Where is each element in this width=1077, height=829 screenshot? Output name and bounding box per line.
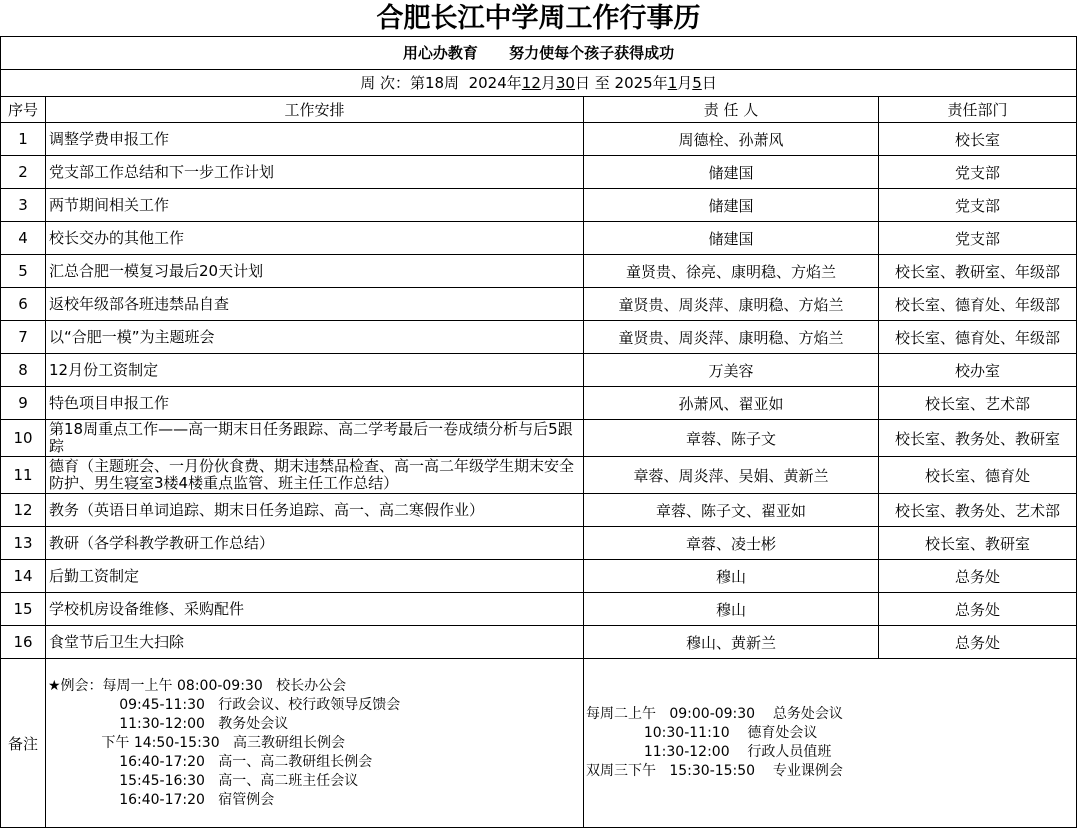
table-row: [1, 354, 1077, 387]
row-no: 4: [1, 222, 46, 255]
row-person: 章蓉、周炎萍、吴娟、黄新兰: [584, 457, 879, 494]
week-mid3: 月: [677, 74, 693, 92]
row-no: 3: [1, 189, 46, 222]
row-dept: 校办室: [879, 354, 1077, 387]
table-row: [1, 527, 1077, 560]
row-no: 5: [1, 255, 46, 288]
row-dept: 校长室、德育处、年级部: [879, 321, 1077, 354]
header-row: [1, 97, 1077, 123]
row-dept: 党支部: [879, 156, 1077, 189]
notes-label: 备注: [1, 659, 46, 828]
row-dept: 校长室、教研室、年级部: [879, 255, 1077, 288]
row-person: 童贤贵、周炎萍、康明稳、方焰兰: [584, 321, 879, 354]
row-no: 13: [1, 527, 46, 560]
week-range: [1, 70, 1077, 97]
row-person: 储建国: [584, 156, 879, 189]
header-dept: 责任部门: [879, 97, 1077, 123]
header-task: 工作安排: [46, 97, 584, 123]
week-prefix: 周 次：第18周 2024年: [360, 74, 522, 92]
row-task: 学校机房设备维修、采购配件: [46, 593, 584, 626]
table-row: [1, 420, 1077, 457]
row-person: 储建国: [584, 222, 879, 255]
table-row: [1, 593, 1077, 626]
row-person: 储建国: [584, 189, 879, 222]
row-no: 14: [1, 560, 46, 593]
row-person: 童贤贵、周炎萍、康明稳、方焰兰: [584, 288, 879, 321]
header-no: 序号: [1, 97, 46, 123]
row-task: 12月份工资制定: [46, 354, 584, 387]
row-task: 德育（主题班会、一月份伙食费、期末违禁品检查、高一高二年级学生期末安全防护、男生寝室3楼4楼重点监管、班主任工作总结）: [46, 457, 584, 494]
row-person: 章蓉、凌士彬: [584, 527, 879, 560]
row-dept: 党支部: [879, 222, 1077, 255]
row-person: 周德栓、孙萧风: [584, 123, 879, 156]
table-row: [1, 626, 1077, 659]
end-month: 1: [667, 74, 678, 92]
row-person: 万美容: [584, 354, 879, 387]
row-no: 6: [1, 288, 46, 321]
row-task: 教务（英语日单词追踪、期末日任务追踪、高一、高二寒假作业）: [46, 494, 584, 527]
row-no: 9: [1, 387, 46, 420]
row-person: 穆山: [584, 593, 879, 626]
row-dept: 校长室、教务处、艺术部: [879, 494, 1077, 527]
table-row: [1, 123, 1077, 156]
row-no: 1: [1, 123, 46, 156]
row-person: 章蓉、陈子文: [584, 420, 879, 457]
row-person: 章蓉、陈子文、翟亚如: [584, 494, 879, 527]
row-task: 后勤工资制定: [46, 560, 584, 593]
row-task: 特色项目申报工作: [46, 387, 584, 420]
row-no: 8: [1, 354, 46, 387]
table-row: [1, 321, 1077, 354]
row-dept: 校长室、教研室: [879, 527, 1077, 560]
table-row: [1, 560, 1077, 593]
table-row: [1, 494, 1077, 527]
row-no: 10: [1, 420, 46, 457]
row-no: 7: [1, 321, 46, 354]
row-task: 以“合肥一模”为主题班会: [46, 321, 584, 354]
start-day: 30: [555, 74, 575, 92]
notes-monday-meetings: ★例会：每周一上午 08:00-09:30 校长办公会 09:45-11:30 行政会议、校行政领导反馈会 11:30-12:00 教务处会议 下午 14:50-15:30 高三教研组长例会 16:40-17:20 高一、高二教研组长例会 15:45-16:30 高一、高二班主任会议 16:40-17:20 宿管例会: [48, 677, 401, 808]
table-row: [1, 387, 1077, 420]
row-task: 食堂节后卫生大扫除: [46, 626, 584, 659]
row-dept: 党支部: [879, 189, 1077, 222]
row-dept: 总务处: [879, 560, 1077, 593]
row-person: 穆山、黄新兰: [584, 626, 879, 659]
row-dept: 校长室、德育处、年级部: [879, 288, 1077, 321]
row-no: 2: [1, 156, 46, 189]
table-row: [1, 255, 1077, 288]
notes-right-cell: [584, 659, 1077, 828]
row-person: 孙萧风、翟亚如: [584, 387, 879, 420]
week-mid1: 月: [540, 74, 556, 92]
row-no: 12: [1, 494, 46, 527]
row-dept: 总务处: [879, 626, 1077, 659]
table-row: [1, 156, 1077, 189]
table-row: [1, 222, 1077, 255]
row-dept: 校长室、艺术部: [879, 387, 1077, 420]
row-no: 15: [1, 593, 46, 626]
row-task: 调整学费申报工作: [46, 123, 584, 156]
table-row: [1, 189, 1077, 222]
row-dept: 校长室: [879, 123, 1077, 156]
row-person: 穆山: [584, 560, 879, 593]
row-dept: 校长室、德育处: [879, 457, 1077, 494]
row-dept: 校长室、教务处、教研室: [879, 420, 1077, 457]
row-task: 校长交办的其他工作: [46, 222, 584, 255]
table-row: [1, 457, 1077, 494]
schedule-table: [0, 36, 1077, 828]
row-person: 童贤贵、徐亮、康明稳、方焰兰: [584, 255, 879, 288]
notes-other-meetings: 每周二上午 09:00-09:30 总务处会议 10:30-11:10 德育处会议 11:30-12:00 行政人员值班 双周三下午 15:30-15:50 专业课例会: [586, 706, 843, 779]
notes-left-cell: [46, 659, 584, 828]
row-task: 两节期间相关工作: [46, 189, 584, 222]
row-no: 11: [1, 457, 46, 494]
row-task: 党支部工作总结和下一步工作计划: [46, 156, 584, 189]
row-task: 第18周重点工作——高一期末日任务跟踪、高二学考最后一卷成绩分析与后5跟踪: [46, 420, 584, 457]
week-mid2: 日 至 2025年: [574, 74, 668, 92]
sheet-title: 合肥长江中学周工作行事历: [376, 3, 701, 34]
motto: 用心办教育 努力使每个孩子获得成功: [1, 37, 1077, 70]
header-person: 责 任 人: [584, 97, 879, 123]
row-task: 返校年级部各班违禁品自查: [46, 288, 584, 321]
row-task: 汇总合肥一模复习最后20天计划: [46, 255, 584, 288]
table-row: [1, 288, 1077, 321]
week-suffix: 日: [701, 74, 717, 92]
row-dept: 总务处: [879, 593, 1077, 626]
end-day: 5: [692, 74, 702, 92]
start-month: 12: [521, 74, 541, 92]
row-no: 16: [1, 626, 46, 659]
row-task: 教研（各学科教学教研工作总结）: [46, 527, 584, 560]
notes-row: [1, 659, 1077, 828]
